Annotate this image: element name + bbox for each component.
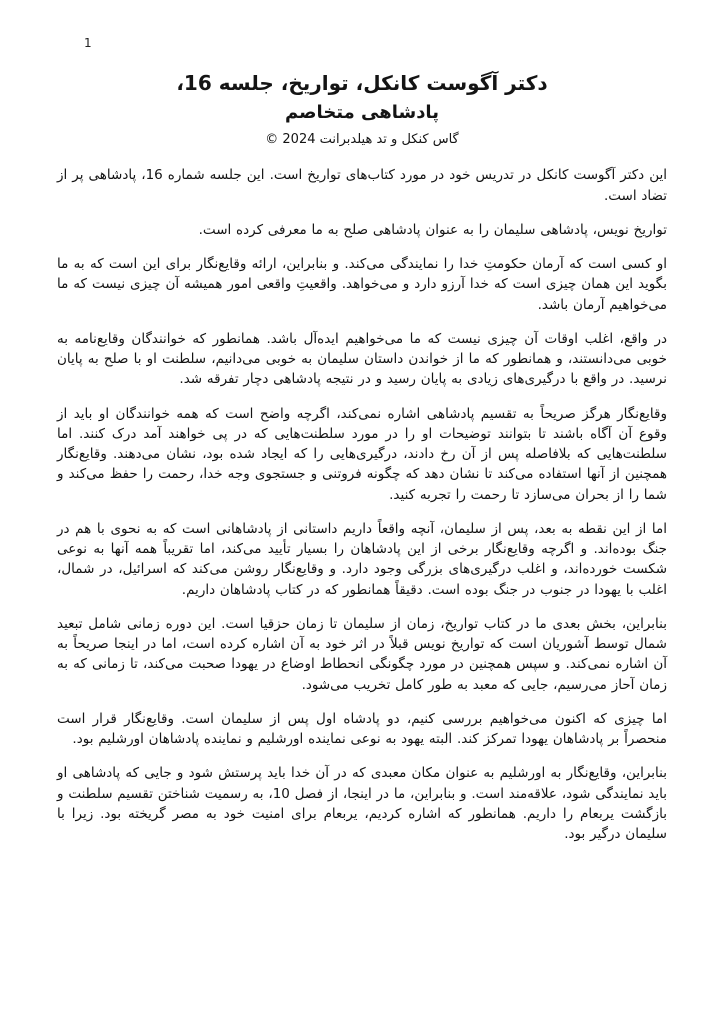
page-number: 1 — [84, 36, 92, 50]
paragraph: اما چیزی که اکنون می‌خواهیم بررسی کنیم، دو پادشاه اول پس از سلیمان است. وقایع‌نگار قرار است منحصراً بر پادشاهان یهودا تمرکز کند. البته یهود به نوعی نماینده اورشلیم و نماینده پادشاهان اورشلیم بود. — [57, 710, 667, 748]
paragraph: بنابراین، وقایع‌نگار به اورشلیم به عنوان مکان معبدی که در آن خدا باید پرستش شود و جایی که پادشاهی او باید نمایندگی شود، علاقه‌مند است. و بنابراین، ما در اینجا، از فصل 10، به رسمیت شناختن تقسیم سلطنت و بازگشت یربعام را داریم. همانطور که اشاره کردیم، یربعام برای امنیت خود به مصر گریخته بود. زیرا با سلیمان درگیر بود. — [57, 765, 668, 843]
paragraph: وقایع‌نگار هرگز صریحاً به تقسیم پادشاهی اشاره نمی‌کند، اگرچه واضح است که همه خوانندگان او باید از وقوع آن آگاه باشند تا بتوانند توضیحات او را در مورد سلطنت‌هایی که در پی خواهند آمد درک کنند. اما سلطنت‌هایی که بلافاصله پس از آن رخ دادند، درگیری‌هایی را که ایجاد شده بود، نشان می‌دهند. وقایع‌نگار همچنین از آنها استفاده می‌کند تا نشان دهد که چگونه فروتنی و جستجوی وجه خدا، رحمت را حفظ می‌کند و شما را از بحران می‌سازد تا رحمت را تجربه کنید. — [57, 405, 667, 503]
copyright-line: گاس کنکل و تد هیلدبرانت 2024 © — [265, 132, 459, 148]
paragraph: بنابراین، بخش بعدی ما در کتاب تواریخ، زمان از سلیمان تا زمان حزقیا است. این دوره زمانی شامل تبعید شمال توسط آشوریان است که تواریخ نویس قبلاً در اثر خود به آن اشاره کرده است، اما در اینجا صریحاً به آن اشاره نمی‌کند. و سپس همچنین در مورد چگونگی انحطاط اوضاع در یهودا صحبت می‌کند، تا زمانی که به زمان آحاز می‌رسیم، جایی که معبد به طور کامل تخریب می‌شود. — [57, 615, 667, 693]
paragraph: اما از این نقطه به بعد، پس از سلیمان، آنچه واقعاً داریم داستانی از پادشاهانی است که به نحوی با هم در جنگ بوده‌اند. و اگرچه وقایع‌نگار برخی از این پادشاهان را بسیار تأیید می‌کند، اما تقریباً همه آنها به نوعی شکست خورده‌اند، و اغلب درگیری‌های بزرگی وجود دارد. و وقایع‌نگار روشن می‌کند که اسرائیل، در شمال، اغلب با یهودا در جنوب در جنگ بوده است. دقیقاً همانطور که در کتاب پادشاهان داریم. — [57, 520, 667, 598]
document-body — [57, 165, 667, 844]
paragraph: تواریخ نویس، پادشاهی سلیمان را به عنوان پادشاهی صلح به ما معرفی کرده است. — [198, 221, 667, 238]
paragraph: او کسی است که آرمان حکومتِ خدا را نمایندگی می‌کند. و بنابراین، ارائه وقایع‌نگار برای این است که به ما بگوید این همان چیزی است که خدا آرزو دارد و می‌خواهد. واقعیتِ واقعی امور همیشه آن چیزی نیست که ما می‌خواهیم آرمان باشد. — [57, 256, 667, 313]
paragraph: در واقع، اغلب اوقات آن چیزی نیست که ما می‌خواهیم ایده‌آل باشد. همانطور که خوانندگان وقایع‌نامه به خوبی می‌دانستند، و همانطور که ما از خواندن داستان سلیمان به خوبی می‌دانیم، سلطنت او با صلح به پایان نرسید. در واقع با درگیری‌های زیادی به پایان رسید و در نتیجه پادشاهی دچار تفرقه شد. — [57, 330, 667, 388]
paragraph: این دکتر آگوست کانکل در تدریس خود در مورد کتاب‌های تواریخ است. این جلسه شماره 16، پادشاهی پر از تضاد است. — [57, 167, 667, 204]
document-subtitle: پادشاهی متخاصم — [285, 102, 439, 123]
document-title: دکتر آگوست کانکل، تواریخ، جلسه 16، — [176, 71, 548, 95]
document-header — [57, 70, 667, 149]
